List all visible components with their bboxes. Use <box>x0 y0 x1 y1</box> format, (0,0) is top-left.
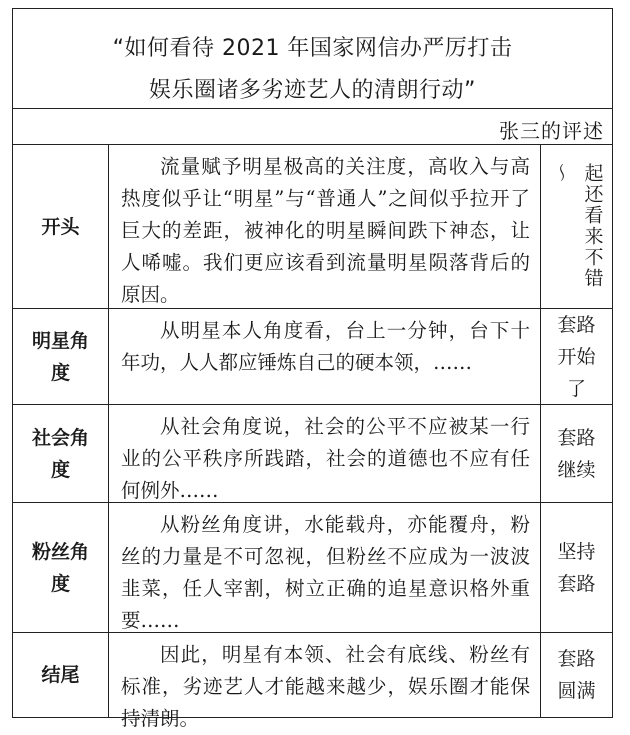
row-comment-cell <box>541 405 612 502</box>
row-comment: 坚持套路 <box>557 540 596 595</box>
table-row-society-perspective <box>13 405 612 503</box>
review-table <box>12 8 613 730</box>
table-row-opening <box>13 145 612 309</box>
row-comment-cell <box>541 633 612 717</box>
row-comment-cell <box>541 309 612 404</box>
row-comment: 起还看来不错～ <box>549 162 604 289</box>
author-label: 张三的评述 <box>499 119 604 143</box>
row-label: 开头 <box>13 145 109 308</box>
row-comment: 套路开始了 <box>557 313 596 400</box>
title-line-1: “如何看待 2021 年国家网信办严厉打击 <box>112 36 513 61</box>
title-line-2: 娱乐圈诸多劣迹艺人的清朗行动” <box>149 78 476 103</box>
author-row <box>13 109 612 145</box>
row-comment: 套路继续 <box>557 426 596 481</box>
row-label: 粉丝角度 <box>13 503 109 632</box>
table-row-star-perspective <box>13 309 612 405</box>
table-row-ending <box>13 633 612 730</box>
row-label: 社会角度 <box>13 405 109 502</box>
row-body: 从社会角度说，社会的公平不应被某一行业的公平秩序所践踏，社会的道德也不应有任何例外…… <box>109 405 541 502</box>
row-body: 从粉丝角度讲，水能载舟，亦能覆舟，粉丝的力量是不可忽视，但粉丝不应成为一波波韭菜，任人宰割，树立正确的追星意识格外重要…… <box>109 503 541 632</box>
title-block <box>13 9 612 109</box>
row-label: 明星角度 <box>13 309 109 404</box>
row-comment: 套路圆满 <box>557 648 596 702</box>
row-comment-cell <box>541 503 612 632</box>
row-body: 因此，明星有本领、社会有底线、粉丝有标准，劣迹艺人才能越来越少，娱乐圈才能保持清朗。 <box>109 633 541 717</box>
row-comment-cell <box>541 145 612 308</box>
table-row-fan-perspective <box>13 503 612 633</box>
row-label: 结尾 <box>13 633 109 717</box>
row-body: 从明星本人角度看，台上一分钟，台下十年功，人人都应锤炼自己的硬本领，…… <box>109 309 541 404</box>
row-body: 流量赋予明星极高的关注度，高收入与高热度似乎让“明星”与“普通人”之间似乎拉开了巨大的差距，被神化的明星瞬间跌下神态，让人唏嘘。我们更应该看到流量明星陨落背后的原因。 <box>109 145 541 308</box>
